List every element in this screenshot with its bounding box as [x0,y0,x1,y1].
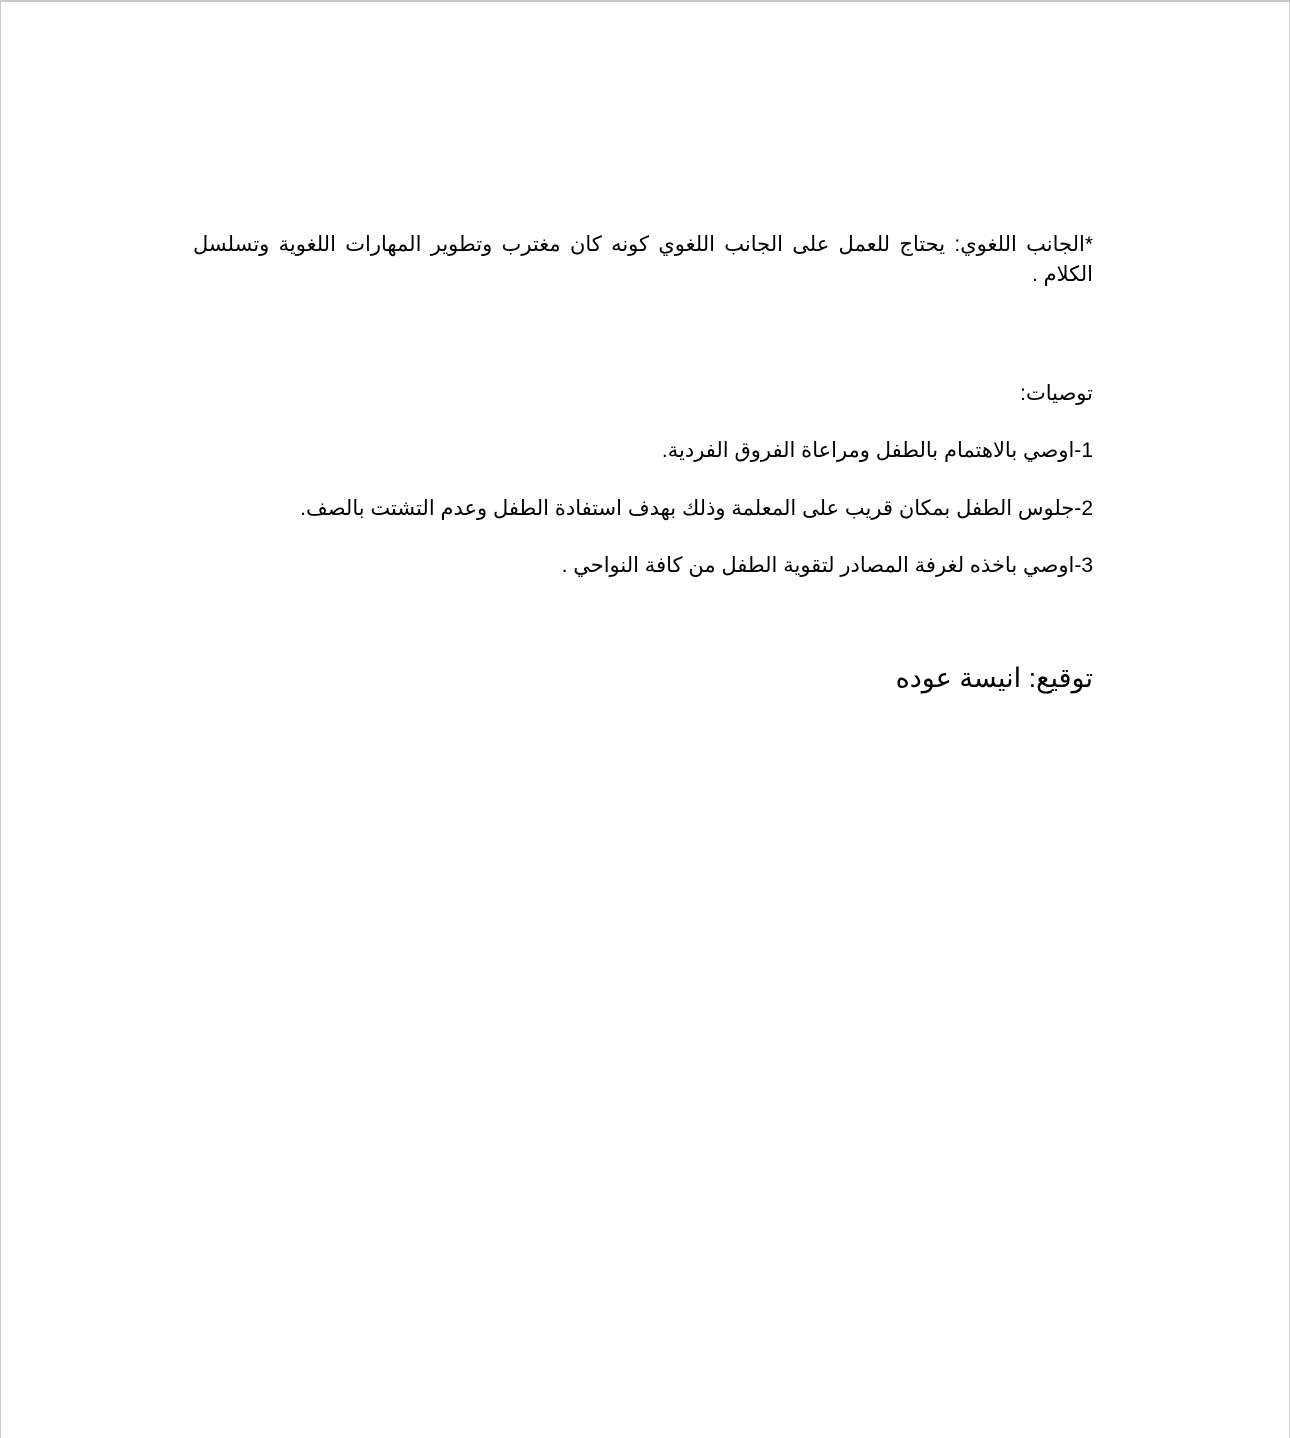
language-aspect-paragraph: *الجانب اللغوي: يحتاج للعمل على الجانب اللغوي كونه كان مغترب وتطوير المهارات اللغوية وتسلسل الكلام . [193,233,1093,286]
signature: توقيع: انيسة عوده [895,663,1093,693]
recommendation-item-1: 1-اوصي بالاهتمام بالطفل ومراعاة الفروق الفردية. [661,439,1093,462]
recommendations-heading: توصيات: [1020,382,1093,405]
recommendation-item-2: 2-جلوس الطفل بمكان قريب على المعلمة وذلك بهدف استفادة الطفل وعدم التشتت بالصف. [300,497,1093,520]
recommendation-item-3: 3-اوصي باخذه لغرفة المصادر لتقوية الطفل من كافة النواحي . [561,554,1093,577]
